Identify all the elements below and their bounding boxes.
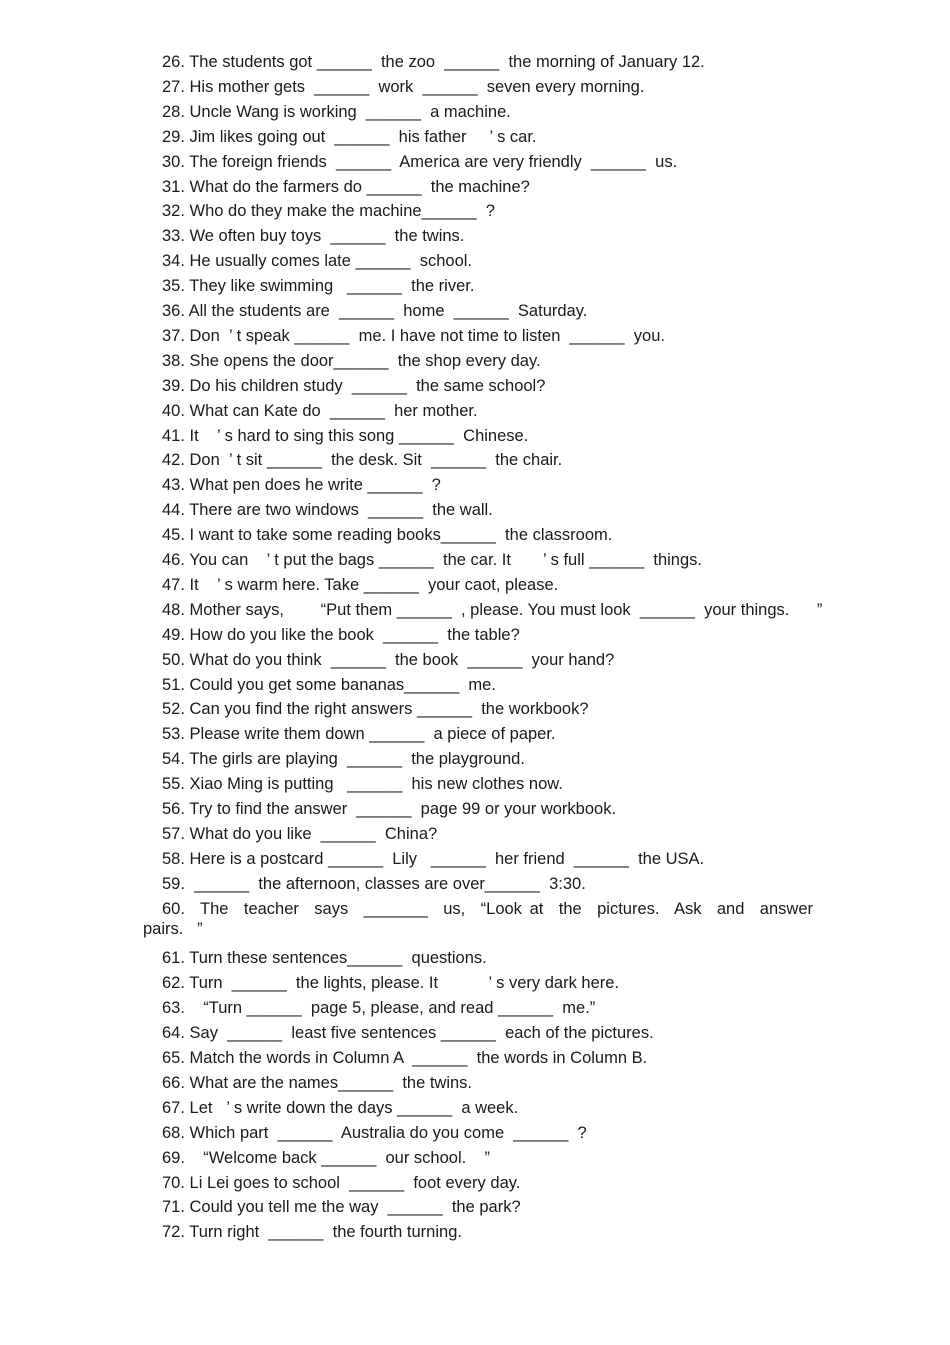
exercise-item: 40. What can Kate do ______ her mother. [162, 401, 478, 420]
exercise-item: 52. Can you find the right answers ______ the workbook? [162, 700, 589, 719]
exercise-item: 30. The foreign friends ______ America are very friendly ______ us. [162, 152, 678, 171]
exercise-item: 31. What do the farmers do ______ the machine? [162, 177, 530, 196]
exercise-item: 29. Jim likes going out ______ his father ’ s car. [162, 127, 537, 146]
exercise-item: 67. Let ’ s write down the days ______ a week. [162, 1098, 519, 1117]
exercise-item: 34. He usually comes late ______ school. [162, 252, 473, 271]
exercise-item: 51. Could you get some bananas______ me. [162, 675, 496, 694]
exercise-item: 35. They like swimming ______ the river. [162, 277, 475, 296]
exercise-item: 41. It ’ s hard to sing this song ______ Chinese. [162, 426, 529, 445]
exercise-item: 68. Which part ______ Australia do you come ______ ? [162, 1123, 587, 1142]
exercise-item: 46. You can ’ t put the bags ______ the car. It ’ s full ______ things. [162, 551, 702, 569]
exercise-item: 26. The students got ______ the zoo ______ the morning of January 12. [162, 53, 705, 71]
exercise-item [143, 899, 813, 939]
exercise-text-line-2: pairs. ” [143, 919, 203, 938]
exercise-item: 53. Please write them down ______ a piece of paper. [162, 725, 556, 744]
exercise-item: 32. Who do they make the machine______ ? [162, 202, 495, 221]
exercise-item: 42. Don ’ t sit ______ the desk. Sit ______ the chair. [162, 451, 563, 470]
exercise-item: 44. There are two windows ______ the wall. [162, 501, 493, 520]
exercise-item: 50. What do you think ______ the book ______ your hand? [162, 650, 615, 669]
exercise-item: 58. Here is a postcard ______ Lily ______ her friend ______ the USA. [162, 849, 705, 868]
exercise-item: 45. I want to take some reading books______ the classroom. [162, 526, 613, 545]
exercise-item: 61. Turn these sentences______ questions. [162, 949, 487, 968]
exercise-item: 64. Say ______ least five sentences ______ each of the pictures. [162, 1024, 654, 1043]
exercise-item: 49. How do you like the book ______ the table? [162, 625, 520, 644]
exercise-item: 37. Don ’ t speak ______ me. I have not time to listen ______ you. [162, 326, 665, 345]
exercise-item: 69. “Welcome back ______ our school. ” [162, 1148, 491, 1167]
exercise-item: 28. Uncle Wang is working ______ a machine. [162, 102, 511, 121]
exercise-item: 36. All the students are ______ home ______ Saturday. [162, 302, 588, 320]
exercise-text-line-1: 60. The teacher says _______ us, “Look at the pictures. Ask and answer [162, 899, 813, 918]
exercise-item: 70. Li Lei goes to school ______ foot every day. [162, 1173, 521, 1192]
exercise-item: 54. The girls are playing ______ the playground. [162, 750, 525, 769]
exercise-item: 59. ______ the afternoon, classes are over______ 3:30. [162, 874, 586, 893]
exercise-item: 57. What do you like ______ China? [162, 824, 438, 843]
exercise-item: 38. She opens the door______ the shop every day. [162, 351, 541, 370]
exercise-item: 33. We often buy toys ______ the twins. [162, 227, 465, 246]
exercise-item: 66. What are the names______ the twins. [162, 1073, 473, 1092]
exercise-item: 56. Try to find the answer ______ page 99 or your workbook. [162, 800, 617, 818]
exercise-item: 72. Turn right ______ the fourth turning. [162, 1223, 462, 1242]
exercise-item: 27. His mother gets ______ work ______ seven every morning. [162, 77, 645, 96]
exercise-item: 65. Match the words in Column A ______ the words in Column B. [162, 1049, 648, 1067]
exercise-item: 39. Do his children study ______ the same school? [162, 376, 546, 395]
exercise-item: 48. Mother says, “Put them ______ , please. You must look ______ your things. ” [162, 600, 823, 619]
exercise-item: 43. What pen does he write ______ ? [162, 476, 441, 495]
exercise-item: 63. “Turn ______ page 5, please, and read ______ me.” [162, 999, 596, 1018]
exercise-item: 71. Could you tell me the way ______ the park? [162, 1198, 521, 1217]
exercise-item: 47. It ’ s warm here. Take ______ your caot, please. [162, 575, 559, 594]
exercise-item: 55. Xiao Ming is putting ______ his new clothes now. [162, 775, 563, 794]
exercise-item: 62. Turn ______ the lights, please. It ’ s very dark here. [162, 974, 620, 993]
